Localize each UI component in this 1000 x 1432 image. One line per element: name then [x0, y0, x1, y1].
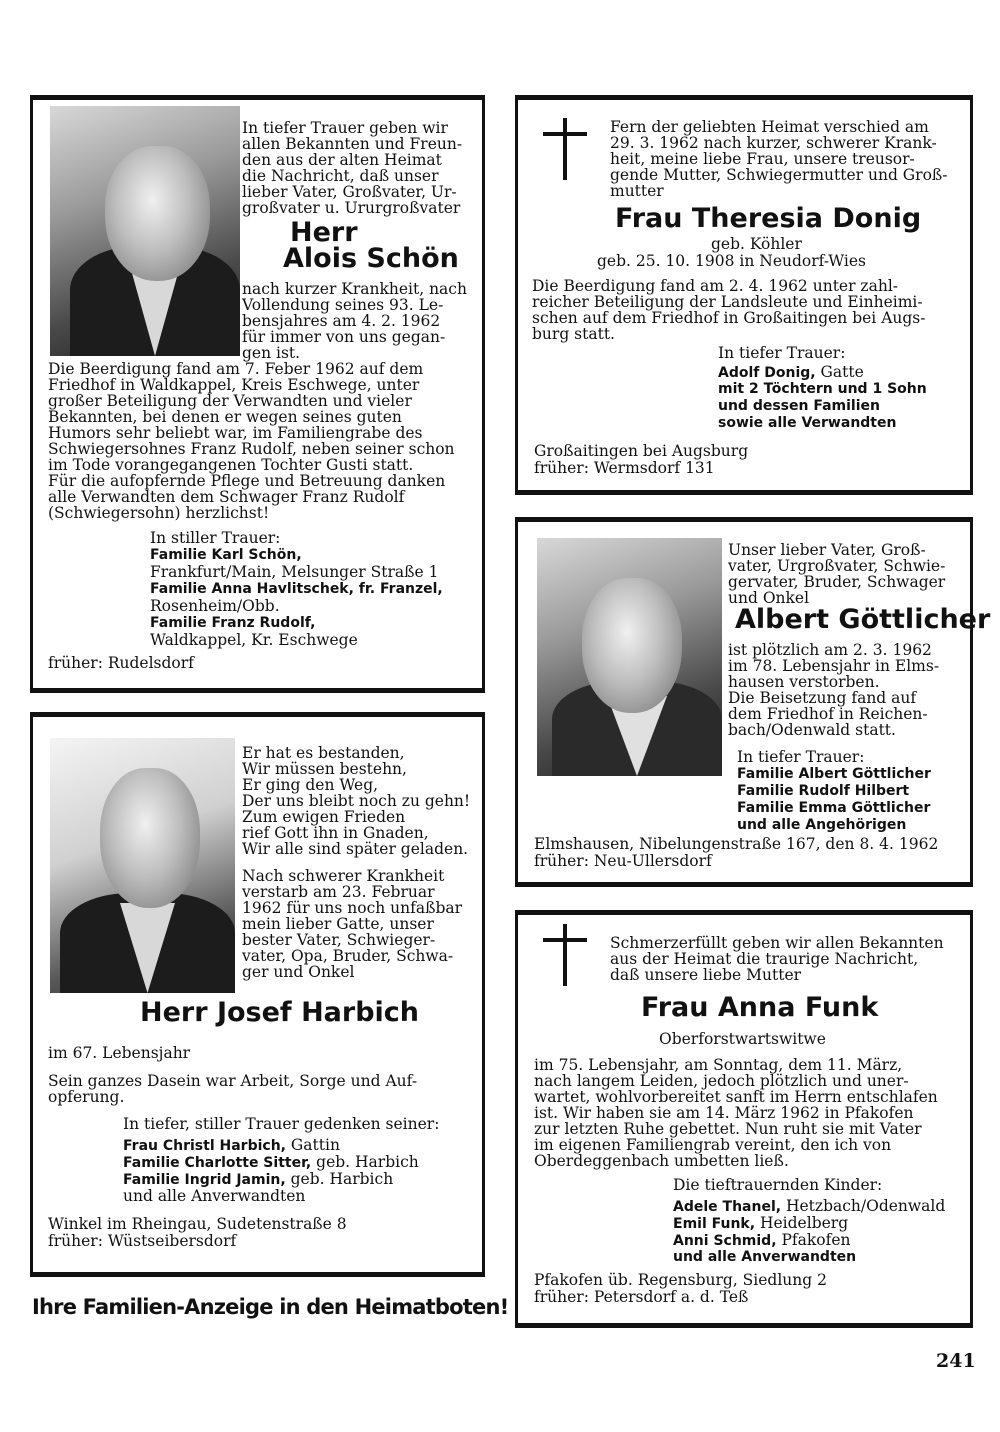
- mourning-heading: Die tieftrauernden Kinder:: [673, 1176, 883, 1194]
- intro-line: In tiefer Trauer geben wir: [242, 119, 448, 137]
- intro-line: Schmerzerfüllt geben wir allen Bekannten: [610, 934, 944, 952]
- family-entry: und alle Anverwandten: [123, 1187, 306, 1205]
- family-relation: Pfakofen: [776, 1231, 851, 1249]
- family-entry: Familie Emma Göttlicher: [737, 800, 931, 816]
- family-address: Frankfurt/Main, Melsunger Straße 1: [150, 563, 439, 581]
- poem-line: Er hat es bestanden,: [242, 744, 405, 762]
- deceased-name: Frau Anna Funk: [641, 992, 879, 1023]
- deceased-name: Frau Theresia Donig: [615, 203, 922, 234]
- body-line: wartet, wohlvorbereitet sanft im Herrn entschlafen: [534, 1088, 938, 1106]
- intro-line: aus der Heimat die traurige Nachricht,: [610, 950, 919, 968]
- text-line: hausen verstorben.: [728, 673, 880, 691]
- intro-line: gende Mutter, Schwiegermutter und Groß-: [610, 166, 948, 184]
- origin-line: früher: Wüstseibersdorf: [48, 1232, 237, 1250]
- body-line: im Tode vorangegangenen Tochter Gusti statt.: [48, 456, 414, 474]
- family-relation: geb. Harbich: [285, 1170, 394, 1188]
- family-relation: Hetzbach/Odenwald: [781, 1197, 946, 1215]
- body-line: alle Verwandten dem Schwager Franz Rudolf: [48, 488, 405, 506]
- text-line: Die Beisetzung fand auf: [728, 689, 917, 707]
- deceased-title: Herr: [290, 217, 358, 248]
- origin-line: früher: Rudelsdorf: [48, 654, 194, 672]
- family-entry: [673, 1198, 945, 1216]
- text-line: mein lieber Gatte, unser: [242, 915, 434, 933]
- text-line: gen ist.: [242, 344, 301, 362]
- text-line: verstarb am 23. Februar: [242, 883, 435, 901]
- family-name: Familie Charlotte Sitter,: [123, 1155, 312, 1171]
- body-line: Oberdeggenbach umbetten ließ.: [534, 1152, 789, 1170]
- intro-line: 29. 3. 1962 nach kurzer, schwerer Krank-: [610, 134, 937, 152]
- body-line: Für die aufopfernde Pflege und Betreuung danken: [48, 472, 446, 490]
- text-line: im 78. Lebensjahr in Elms-: [728, 657, 940, 675]
- text-line: dem Friedhof in Reichen-: [728, 705, 928, 723]
- intro-line: den aus der alten Heimat: [242, 151, 442, 169]
- text-line: 1962 für uns noch unfaßbar: [242, 899, 463, 917]
- slogan: Ihre Familien-Anzeige in den Heimatboten!: [32, 1295, 509, 1319]
- poem-line: Der uns bleibt noch zu gehn!: [242, 792, 471, 810]
- page-number: 241: [936, 1350, 976, 1372]
- family-name: Adolf Donig,: [718, 365, 816, 381]
- birth-date: geb. 25. 10. 1908 in Neudorf-Wies: [597, 252, 866, 270]
- family-entry: [123, 1137, 340, 1155]
- intro-line: mutter: [610, 182, 664, 200]
- deceased-name: Alois Schön: [283, 243, 459, 274]
- place-line: Pfakofen üb. Regensburg, Siedlung 2: [534, 1271, 827, 1289]
- body-line: Friedhof in Waldkappel, Kreis Eschwege, unter: [48, 376, 420, 394]
- family-entry: [718, 364, 864, 382]
- intro-line: lieber Vater, Großvater, Ur-: [242, 183, 457, 201]
- origin-line: früher: Wermsdorf 131: [534, 459, 715, 477]
- family-entry: sowie alle Verwandten: [718, 415, 897, 431]
- body-line: Die Beerdigung fand am 7. Feber 1962 auf dem: [48, 360, 424, 378]
- intro-line: gervater, Bruder, Schwager: [728, 573, 946, 591]
- family-entry: Familie Karl Schön,: [150, 547, 302, 563]
- body-line: burg statt.: [532, 325, 615, 343]
- text-line: für immer von uns gegan-: [242, 328, 446, 346]
- intro-line: und Onkel: [728, 589, 810, 607]
- poem-line: Wir alle sind später geladen.: [242, 840, 469, 858]
- family-name: Adele Thanel,: [673, 1199, 782, 1215]
- family-entry: Familie Franz Rudolf,: [150, 615, 316, 631]
- body-line: im 75. Lebensjahr, am Sonntag, dem 11. März,: [534, 1056, 903, 1074]
- family-entry: Familie Anna Havlitschek, fr. Franzel,: [150, 581, 443, 597]
- intro-line: großvater u. Ururgroßvater: [242, 199, 461, 217]
- family-entry: und dessen Familien: [718, 398, 880, 414]
- poem-line: Zum ewigen Frieden: [242, 808, 406, 826]
- family-relation: Heidelberg: [755, 1214, 849, 1232]
- place-line: Großaitingen bei Augsburg: [534, 442, 749, 460]
- text-line: Sein ganzes Dasein war Arbeit, Sorge und Auf-: [48, 1072, 418, 1090]
- body-line: Bekannten, bei denen er wegen seines guten: [48, 408, 402, 426]
- body-line: Humors sehr beliebt war, im Familiengrabe des: [48, 424, 423, 442]
- age-line: im 67. Lebensjahr: [48, 1044, 191, 1062]
- text-line: bensjahres am 4. 2. 1962: [242, 312, 441, 330]
- body-line: ist. Wir haben sie am 14. März 1962 in Pfakofen: [534, 1104, 914, 1122]
- family-address: Waldkappel, Kr. Eschwege: [150, 631, 358, 649]
- body-line: im eigenen Familiengrab vereint, den ich von: [534, 1136, 892, 1154]
- family-entry: [123, 1154, 419, 1172]
- portrait-photo-josef-harbich: [50, 738, 235, 993]
- body-line: reicher Beteiligung der Landsleute und Einheimi-: [532, 293, 923, 311]
- mourning-heading: In tiefer Trauer:: [718, 344, 846, 362]
- family-name: Familie Ingrid Jamin,: [123, 1172, 286, 1188]
- subtitle: Oberforstwartswitwe: [659, 1030, 826, 1048]
- family-name: Emil Funk,: [673, 1216, 756, 1232]
- text-line: vater, Opa, Bruder, Schwa-: [242, 947, 454, 965]
- origin-line: früher: Neu-Ullersdorf: [534, 852, 712, 870]
- text-line: nach kurzer Krankheit, nach: [242, 280, 467, 298]
- place-line: Winkel im Rheingau, Sudetenstraße 8: [48, 1215, 347, 1233]
- poem-line: Er ging den Weg,: [242, 776, 379, 794]
- intro-line: allen Bekannten und Freun-: [242, 135, 463, 153]
- family-name: Anni Schmid,: [673, 1233, 777, 1249]
- mourning-heading: In stiller Trauer:: [150, 529, 281, 547]
- family-entry: [123, 1171, 393, 1189]
- family-relation: Gatte: [815, 363, 864, 381]
- intro-line: vater, Urgroßvater, Schwie-: [728, 557, 946, 575]
- mourning-heading: In tiefer, stiller Trauer gedenken seiner:: [123, 1115, 440, 1133]
- deceased-name: Herr Josef Harbich: [140, 997, 420, 1028]
- text-line: ger und Onkel: [242, 963, 355, 981]
- body-line: schen auf dem Friedhof in Großaitingen bei Augs-: [532, 309, 926, 327]
- mourning-heading: In tiefer Trauer:: [737, 748, 865, 766]
- poem-line: rief Gott ihn in Gnaden,: [242, 824, 429, 842]
- body-line: (Schwiegersohn) herzlichst!: [48, 504, 270, 522]
- text-line: Vollendung seines 93. Le-: [242, 296, 444, 314]
- family-name: Frau Christl Harbich,: [123, 1138, 286, 1154]
- text-line: bach/Odenwald statt.: [728, 721, 896, 739]
- cross-icon: [543, 924, 587, 986]
- body-line: Die Beerdigung fand am 2. 4. 1962 unter zahl-: [532, 277, 899, 295]
- intro-line: Unser lieber Vater, Groß-: [728, 541, 926, 559]
- family-address: Rosenheim/Obb.: [150, 597, 280, 615]
- family-relation: geb. Harbich: [311, 1153, 419, 1171]
- family-entry: und alle Angehörigen: [737, 817, 907, 833]
- intro-line: daß unsere liebe Mutter: [610, 966, 802, 984]
- origin-line: früher: Petersdorf a. d. Teß: [534, 1288, 749, 1306]
- family-entry: mit 2 Töchtern und 1 Sohn: [718, 381, 927, 397]
- portrait-photo-albert-goettlicher: [537, 538, 722, 776]
- poem-line: Wir müssen bestehn,: [242, 760, 407, 778]
- body-line: nach langem Leiden, jedoch plötzlich und uner-: [534, 1072, 909, 1090]
- intro-line: heit, meine liebe Frau, unsere treusor-: [610, 150, 915, 168]
- body-line: Schwiegersohnes Franz Rudolf, neben seiner schon: [48, 440, 455, 458]
- deceased-name: Albert Göttlicher: [735, 604, 991, 635]
- text-line: ist plötzlich am 2. 3. 1962: [728, 641, 932, 659]
- body-line: zur letzten Ruhe gebettet. Nun ruht sie mit Vater: [534, 1120, 922, 1138]
- family-entry: [673, 1232, 850, 1250]
- place-line: Elmshausen, Nibelungenstraße 167, den 8. 4. 1962: [534, 835, 939, 853]
- text-line: opferung.: [48, 1088, 125, 1106]
- text-line: bester Vater, Schwieger-: [242, 931, 436, 949]
- text-line: Nach schwerer Krankheit: [242, 867, 445, 885]
- portrait-photo-alois-schoen: [50, 106, 240, 356]
- body-line: großer Beteiligung der Verwandten und vieler: [48, 392, 412, 410]
- family-relation: Gattin: [285, 1136, 340, 1154]
- intro-line: Fern der geliebten Heimat verschied am: [610, 118, 929, 136]
- family-entry: und alle Anverwandten: [673, 1249, 857, 1265]
- family-entry: Familie Albert Göttlicher: [737, 766, 931, 782]
- family-entry: [673, 1215, 848, 1233]
- intro-line: die Nachricht, daß unser: [242, 167, 439, 185]
- family-entry: Familie Rudolf Hilbert: [737, 783, 910, 799]
- birth-name: geb. Köhler: [711, 235, 802, 253]
- cross-icon: [543, 118, 587, 180]
